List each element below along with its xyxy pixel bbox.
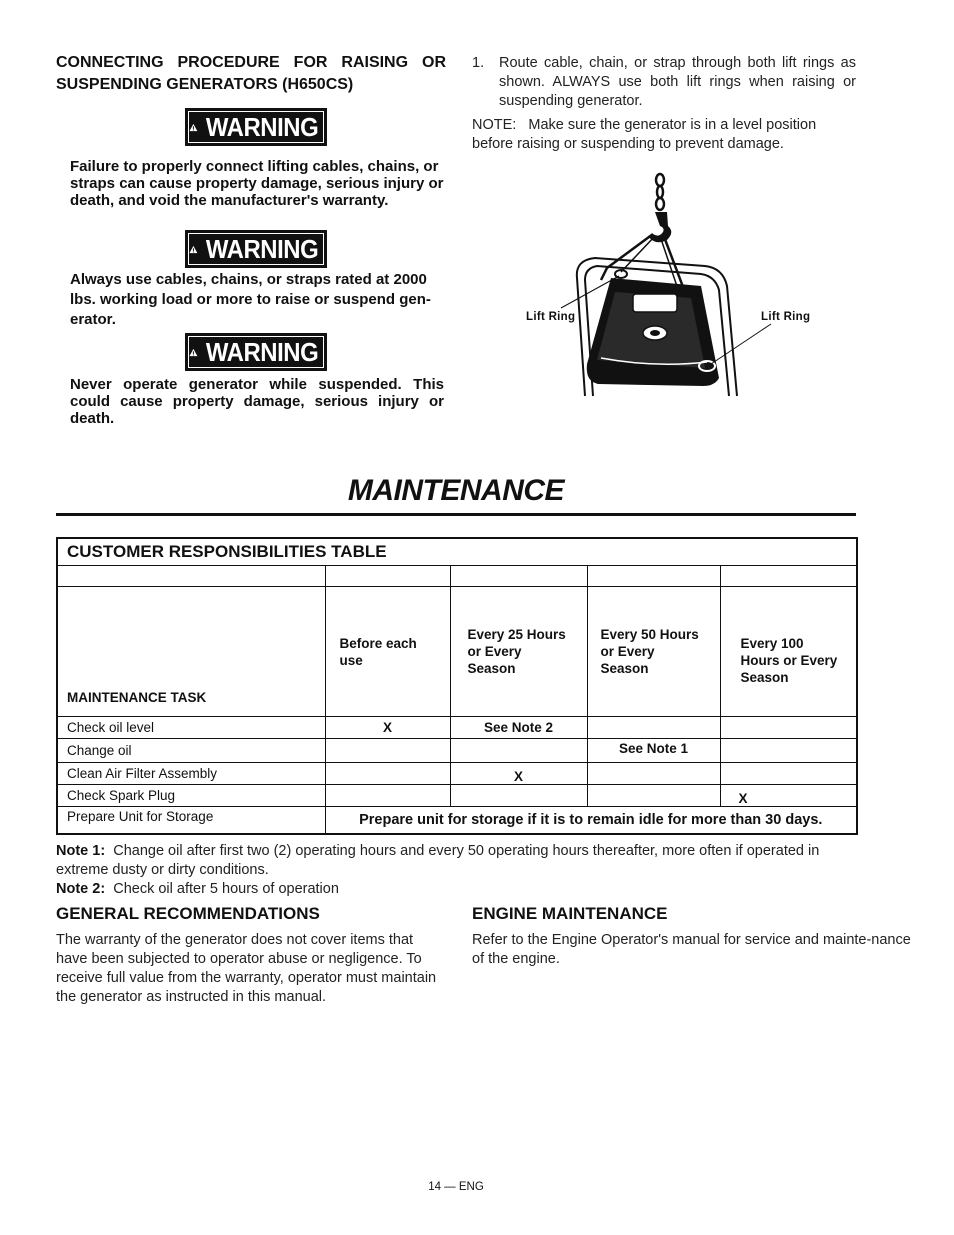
schedule-cell [450, 785, 587, 807]
task-cell: Check oil level [57, 717, 325, 739]
header-before-each-use: Before each use [325, 587, 450, 717]
engine-maintenance-heading: ENGINE MAINTENANCE [472, 904, 668, 923]
note-2 [56, 880, 866, 899]
task-cell: Check Spark Plug [57, 785, 325, 807]
warning-banner-2 [185, 230, 327, 268]
warning-triangle-icon [189, 344, 198, 361]
table-row [57, 763, 857, 785]
schedule-cell [587, 763, 720, 785]
warning-text-2: Always use cables, chains, or straps rated at 2000 lbs. working load or more to raise or suspend gen-erator. [70, 271, 431, 328]
task-cell: Clean Air Filter Assembly [57, 763, 325, 785]
spacer-cell [450, 566, 587, 587]
lifting-figure [515, 168, 825, 400]
warning-triangle-icon [189, 241, 198, 258]
table-title-row [57, 538, 857, 566]
table-title: CUSTOMER RESPONSIBILITIES TABLE [57, 538, 857, 566]
section-divider [56, 513, 856, 516]
schedule-cell: See Note 1 [587, 739, 720, 763]
warning-banner-3 [185, 333, 327, 371]
schedule-cell [587, 717, 720, 739]
general-recommendations-section [56, 904, 446, 1007]
warning-label: WARNING [205, 111, 319, 142]
page-footer: 14 — ENG [428, 1181, 484, 1193]
table-spacer-row [57, 566, 857, 587]
warning-banner-1 [185, 108, 327, 146]
schedule-cell: X [450, 763, 587, 785]
table-row [57, 739, 857, 763]
schedule-cell: X [720, 785, 857, 807]
table-row-storage [57, 807, 857, 835]
warning-label: WARNING [205, 233, 319, 264]
note-label: NOTE: [472, 117, 517, 133]
general-recommendations-text: The warranty of the generator does not cover items that have been subjected to operator abuse or negligence. To receive full value from the warranty, operator must maintain the generator as instructed in this manual. [56, 932, 437, 1005]
schedule-cell [325, 739, 450, 763]
storage-instruction: Prepare unit for storage if it is to remain idle for more than 30 days. [325, 807, 857, 835]
schedule-cell [450, 739, 587, 763]
spacer-cell [57, 566, 325, 587]
task-cell: Change oil [57, 739, 325, 763]
engine-maintenance-text: Refer to the Engine Operator's manual for service and mainte-nance of the engine. [472, 932, 911, 967]
note-1-text: Change oil after first two (2) operating hours and every 50 operating hours thereafter, more often if operated in extreme dusty or dirty conditions. [56, 843, 820, 878]
procedure-title-line2: SUSPENDING GENERATORS (H650CS) [56, 76, 354, 93]
table-notes [56, 842, 866, 899]
spacer-cell [587, 566, 720, 587]
task-cell: Prepare Unit for Storage [57, 807, 325, 835]
lift-ring-label-left: Lift Ring [526, 311, 576, 323]
procedure-title-line1: CONNECTING PROCEDURE FOR RAISING OR [56, 54, 446, 71]
procedure-steps [472, 54, 856, 154]
schedule-cell [325, 785, 450, 807]
spacer-cell [325, 566, 450, 587]
step-text: Route cable, chain, or strap through both lift rings as shown. ALWAYS use both lift rings when raising or suspending generator. [499, 55, 856, 109]
warning-triangle-icon [189, 119, 198, 136]
procedure-note [472, 116, 856, 154]
note-2-label: Note 2: [56, 881, 106, 897]
spacer-cell [720, 566, 857, 587]
schedule-cell: X [325, 717, 450, 739]
note-text: Make sure the generator is in a level position before raising or suspending to prevent damage. [472, 117, 817, 152]
note-1 [56, 842, 866, 880]
schedule-cell [325, 763, 450, 785]
table-row [57, 717, 857, 739]
schedule-cell [720, 763, 857, 785]
warning-label: WARNING [205, 336, 319, 367]
procedure-title [56, 52, 446, 96]
header-every-25: Every 25 Hours or Every Season [450, 587, 587, 717]
header-maintenance-task: MAINTENANCE TASK [57, 587, 325, 717]
schedule-cell [720, 717, 857, 739]
customer-responsibilities-table [56, 537, 858, 835]
warning-text-1: Failure to properly connect lifting cables, chains, or straps can cause property damage, serious injury or death, and void the manufacturer's warranty. [70, 158, 444, 209]
schedule-cell [587, 785, 720, 807]
generator-lift-illustration [515, 168, 825, 400]
warning-text-3: Never operate generator while suspended. This could cause property damage, serious injury or death. [70, 376, 444, 427]
maintenance-title: MAINTENANCE [347, 474, 565, 507]
table-header-row [57, 587, 857, 717]
schedule-cell [720, 739, 857, 763]
header-every-100: Every 100 Hours or Every Season [720, 587, 857, 717]
schedule-cell: See Note 2 [450, 717, 587, 739]
note-2-text: Check oil after 5 hours of operation [113, 881, 339, 897]
note-1-label: Note 1: [56, 843, 106, 859]
step-1 [472, 54, 856, 111]
engine-maintenance-section [472, 904, 912, 969]
step-number: 1. [472, 55, 485, 71]
lift-ring-label-right: Lift Ring [761, 311, 811, 323]
table-row [57, 785, 857, 807]
general-recommendations-heading: GENERAL RECOMMENDATIONS [56, 904, 320, 923]
header-every-50: Every 50 Hours or Every Season [587, 587, 720, 717]
